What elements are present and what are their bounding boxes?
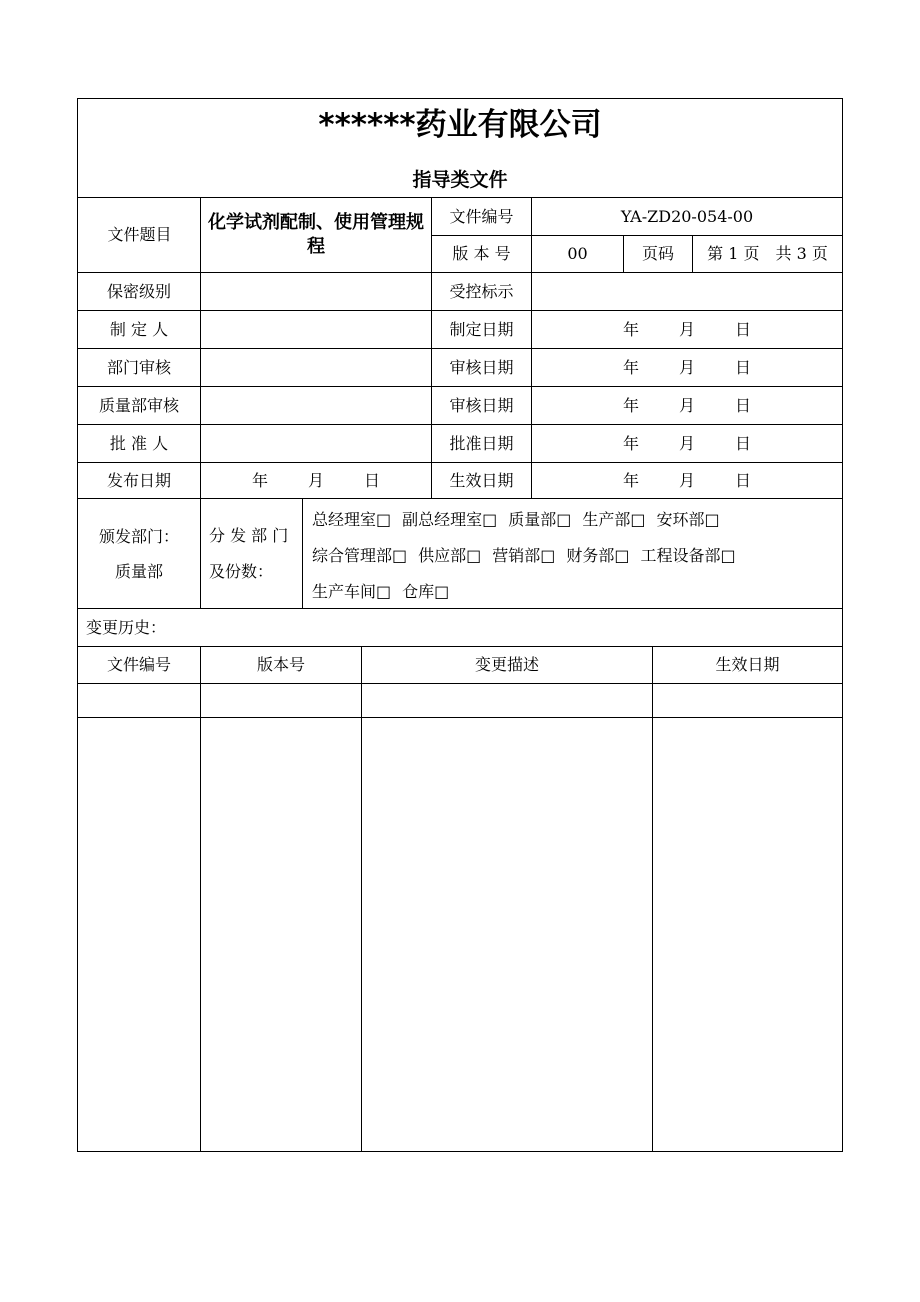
history-cell[interactable] [362,684,652,717]
history-cell[interactable] [78,684,200,717]
distribution-label-cell [201,499,302,609]
date-field: 年 月 日 [622,395,752,415]
dept-checkbox[interactable]: 生产部□ [582,510,646,529]
row-left-label: 发布日期 [106,471,171,490]
date-field: 年 月 日 [622,433,752,453]
change-history-label: 变更历史： [86,617,167,637]
row-right-label: 批准日期 [449,433,514,453]
date-field: 年 月 日 [622,357,752,377]
doc-no-value: YA-ZD20-054-00 [620,207,754,226]
row-right-label: 生效日期 [449,471,514,490]
distribution-label-line1: 分 发 部 门 [209,526,289,545]
department-checklist [312,502,832,610]
row-left-label: 保密级别 [106,281,171,301]
page-label: 页码 [641,244,674,263]
page-value: 第 1 页 共 3 页 [707,244,828,263]
history-cell[interactable] [201,684,361,717]
release-date-field: 年 月 日 [251,471,381,490]
row-left-label: 批 准 人 [109,433,169,453]
title-value: 化学试剂配制、使用管理规程 [208,211,424,257]
row-right-label: 受控标示 [449,281,514,301]
title-label: 文件题目 [107,225,172,244]
date-field: 年 月 日 [622,471,752,490]
row-right-label: 审核日期 [449,395,514,415]
dept-checkbox[interactable]: 财务部□ [566,546,630,565]
row-left-label: 质量部审核 [98,395,179,415]
document-type: 指导类文件 [412,168,508,191]
issuer-label: 颁发部门： [98,526,179,546]
history-col-description: 变更描述 [474,655,539,674]
issuer-cell [78,499,200,609]
document-form [77,98,843,1152]
history-cell[interactable] [653,684,842,717]
dept-checkbox[interactable]: 营销部□ [492,546,556,565]
history-col-doc-no: 文件编号 [106,655,171,674]
version-label: 版 本 号 [452,244,511,263]
date-field: 年 月 日 [622,319,752,339]
dept-checkbox[interactable]: 仓库□ [402,582,450,601]
distribution-label-line2: 及份数： [209,562,274,581]
row-right-label: 审核日期 [449,357,514,377]
dept-checkbox[interactable]: 总经理室□ [312,510,392,529]
dept-checkbox[interactable]: 工程设备部□ [640,546,736,565]
row-left-label: 制 定 人 [109,319,169,339]
dept-checkbox[interactable]: 生产车间□ [312,582,392,601]
dept-checkbox[interactable]: 副总经理室□ [402,510,498,529]
history-col-version: 版本号 [256,655,305,674]
dept-checkbox[interactable]: 安环部□ [656,510,720,529]
doc-no-label: 文件编号 [449,207,514,226]
dept-checkbox[interactable]: 供应部□ [418,546,482,565]
dept-checkbox[interactable]: 质量部□ [508,510,572,529]
row-right-label: 制定日期 [449,319,514,339]
row-left-label: 部门审核 [106,357,171,377]
company-name: ******药业有限公司 [318,106,602,143]
history-col-effective-date: 生效日期 [715,655,780,674]
issuer-value: 质量部 [114,561,163,581]
version-value: 00 [567,244,588,263]
dept-checkbox[interactable]: 综合管理部□ [312,546,408,565]
